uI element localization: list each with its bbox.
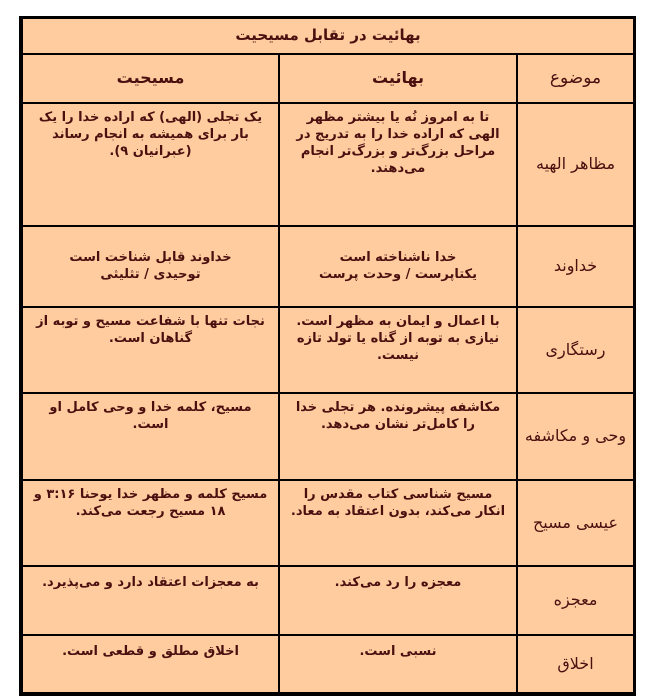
christianity-cell (23, 226, 279, 307)
comparison-table (23, 19, 633, 692)
christianity-line-1: خداوند قابل شناخت است (69, 249, 232, 265)
topic-cell: عیسی مسیح (517, 480, 633, 566)
table-row (23, 103, 633, 226)
table-row (23, 393, 633, 480)
topic-cell: معجزه (517, 566, 633, 635)
table-title: بهائیت در تقابل مسیحیت (23, 19, 633, 54)
table-row (23, 566, 633, 635)
header-topic: موضوع (517, 54, 633, 103)
christianity-cell: اخلاق مطلق و قطعی است. (23, 635, 279, 692)
christianity-cell: به معجزات اعتقاد دارد و می‌پذیرد. (23, 566, 279, 635)
bahai-cell: با اعمال و ایمان به مظهر است. نیازی به توبه از گناه یا تولد تازه نیست. (279, 307, 517, 393)
header-row (23, 54, 633, 103)
bahai-cell: معجزه را رد می‌کند. (279, 566, 517, 635)
topic-cell: خداوند (517, 226, 633, 307)
christianity-cell: نجات تنها با شفاعت مسیح و توبه از گناهان است. (23, 307, 279, 393)
header-bahai: بهائیت (279, 54, 517, 103)
bahai-cell: تا به امروز نُه یا بیشتر مظهر الهی که اراده خدا را به تدریج در مراحل بزرگ‌تر و بزرگ‌تر انجام می‌دهند. (279, 103, 517, 226)
bahai-cell: مسیح شناسی کتاب مقدس را انکار می‌کند، بدون اعتقاد به معاد. (279, 480, 517, 566)
bahai-cell (279, 226, 517, 307)
table-row (23, 480, 633, 566)
topic-cell: رستگاری (517, 307, 633, 393)
table-row (23, 635, 633, 692)
christianity-cell: یک تجلی (الهی) که اراده خدا را یک بار برای همیشه به انجام رساند (عبرانیان ۹). (23, 103, 279, 226)
comparison-table-container (19, 16, 636, 696)
bahai-line-1: خدا ناشناخته است (339, 249, 457, 265)
bahai-cell: نسبی است. (279, 635, 517, 692)
christianity-cell: مسیح، کلمه خدا و وحی کامل او است. (23, 393, 279, 480)
header-christianity: مسیحیت (23, 54, 279, 103)
christianity-cell: مسیح کلمه و مظهر خدا یوحنا ۳:۱۶ و ۱۸ مسیح رجعت می‌کند. (23, 480, 279, 566)
title-row (23, 19, 633, 54)
topic-cell: اخلاق (517, 635, 633, 692)
christianity-line-2: توحیدی / تثلیثی (100, 266, 201, 282)
bahai-line-2: یکتاپرست / وحدت پرست (318, 266, 477, 282)
table-row (23, 307, 633, 393)
topic-cell: مظاهر الهیه (517, 103, 633, 226)
topic-cell: وحی و مکاشفه (517, 393, 633, 480)
bahai-cell: مکاشفه پیشرونده. هر تجلی خدا را کامل‌تر نشان می‌دهد. (279, 393, 517, 480)
table-row (23, 226, 633, 307)
